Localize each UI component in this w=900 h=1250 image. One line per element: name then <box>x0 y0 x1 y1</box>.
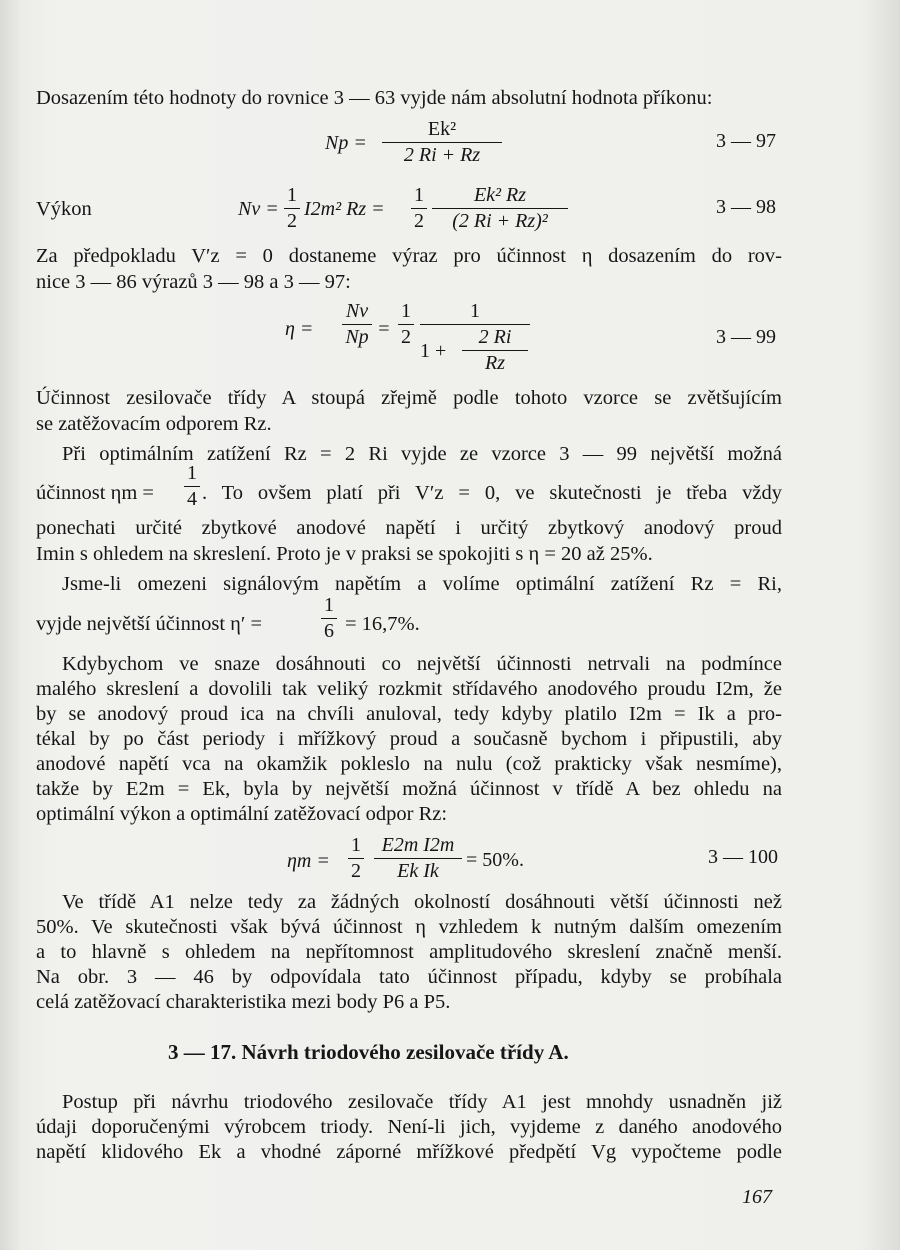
para6-line1: Ve třídě A1 nelze tedy za žádných okolností dosáhnouti větší účinnosti než <box>62 891 782 913</box>
eq99-big-n: 1 <box>420 300 530 325</box>
eq97-denominator: 2 Ri + Rz <box>403 144 481 166</box>
eq98-half <box>284 184 300 233</box>
para7-line2: údaji doporučenými výrobcem triody. Není-li jich, vyjdeme z daného anodového <box>36 1116 782 1138</box>
eq98-half2-n: 1 <box>411 184 427 209</box>
para1-line1: Za předpokladu V′z = 0 dostaneme výraz pro účinnost η dosazením do rov- <box>36 245 782 267</box>
para4-line2b: = 16,7%. <box>345 613 420 635</box>
para3-frac <box>184 462 200 511</box>
eq99-half-n: 1 <box>398 300 414 325</box>
para4-frac-d: 6 <box>324 620 334 642</box>
eq98-number: 3 — 98 <box>716 196 776 218</box>
para3-frac-n: 1 <box>184 462 200 487</box>
eq97-fraction <box>382 118 502 167</box>
section-heading: 3 — 17. Návrh triodového zesilovače třídy A. <box>168 1040 569 1064</box>
eq98-label: Výkon <box>36 198 92 220</box>
para3-line2b: . To ovšem platí při V′z = 0, ve skutečnosti je třeba vždy <box>202 482 782 504</box>
eq99-eq: = <box>377 318 391 340</box>
para1-line2: nice 3 — 86 výrazů 3 — 98 a 3 — 97: <box>36 271 351 293</box>
eq100-lhs: ηm = <box>287 850 330 872</box>
para5-line2: malého skreslení a dovolili tak veliký rozkmit střídavého anodového proudu I2m, že <box>36 678 782 700</box>
eq99-inner-d: Rz <box>485 352 505 374</box>
eq100-rhs: = 50%. <box>466 849 524 871</box>
eq99-lhs: η = <box>285 318 314 340</box>
para3-frac-d: 4 <box>187 488 197 510</box>
eq98-lhs: Nv = <box>238 198 279 220</box>
eq100-number: 3 — 100 <box>708 846 778 868</box>
eq99-big <box>420 300 530 325</box>
para5-line7: optimální výkon a optimální zatěžovací odpor Rz: <box>36 803 448 825</box>
eq98-denominator: (2 Ri + Rz)² <box>452 210 548 232</box>
eq98-fraction <box>432 184 568 233</box>
para7-line1: Postup při návrhu triodového zesilovače třídy A1 jest mnohdy usnadněn již <box>62 1091 782 1113</box>
para7-line3: napětí klidového Ek a vhodné záporné mřížkové předpětí Vg vypočteme podle <box>36 1141 782 1163</box>
para5-line6: takže by E2m = Ek, byla by největší možná účinnost v třídě A bez ohledu na <box>36 778 782 800</box>
eq98-half-d: 2 <box>287 210 297 232</box>
para6-line5: celá zatěžovací charakteristika mezi body P6 a P5. <box>36 991 451 1013</box>
para2-line1: Účinnost zesilovače třídy A stoupá zřejmě podle tohoto vzorce se zvětšujícím <box>36 387 782 409</box>
para6-line4: Na obr. 3 — 46 by odpovídala tato účinnost případu, kdyby se probíhala <box>36 966 782 988</box>
para3-line2a: účinnost ηm = <box>36 482 154 504</box>
para6-line3: a to hlavně s ohledem na nepřítomnost amplitudového skreslení značně menší. <box>36 941 782 963</box>
eq100-numerator: E2m I2m <box>374 834 462 859</box>
para6-line2: 50%. Ve skutečnosti však bývá účinnost η vzhledem k nutným dalším omezením <box>36 916 782 938</box>
eq99-f1 <box>342 300 372 349</box>
eq99-inner-n: 2 Ri <box>462 326 528 351</box>
eq100-denominator: Ek Ik <box>397 860 439 882</box>
eq99-f1-d: Np <box>345 326 369 348</box>
para3-line3: ponechati určité zbytkové anodové napětí i určitý zbytkový anodový proud <box>36 517 782 539</box>
eq98-half2 <box>411 184 427 233</box>
eq100-half-d: 2 <box>351 860 361 882</box>
para2-line2: se zatěžovacím odporem Rz. <box>36 413 272 435</box>
eq97-number: 3 — 97 <box>716 130 776 152</box>
eq98-half-n: 1 <box>284 184 300 209</box>
eq100-half-n: 1 <box>348 834 364 859</box>
para3-line4: Imin s ohledem na skreslení. Proto je v praksi se spokojiti s η = 20 až 25%. <box>36 543 653 565</box>
eq100-fraction <box>374 834 462 883</box>
eq99-one-plus: 1 + <box>420 340 447 362</box>
eq98-half2-d: 2 <box>414 210 424 232</box>
intro-line: Dosazením této hodnoty do rovnice 3 — 63 vyjde nám absolutní hodnota příkonu: <box>36 87 713 109</box>
para5-line4: tékal by po část periody i mřížkový proud a současně bychom i připustili, aby <box>36 728 782 750</box>
eq97-numerator: Ek² <box>382 118 502 143</box>
page-number: 167 <box>742 1186 772 1208</box>
eq100-half <box>348 834 364 883</box>
eq99-number: 3 — 99 <box>716 326 776 348</box>
eq98-mid: I2m² Rz = <box>304 198 385 220</box>
eq99-half-d: 2 <box>401 326 411 348</box>
para5-line5: anodové napětí vca na okamžik pokleslo na nulu (což prakticky však nesmíme), <box>36 753 782 775</box>
para5-line1: Kdybychom ve snaze dosáhnouti co největší účinnosti netrvali na podmínce <box>62 653 782 675</box>
eq99-inner <box>462 326 528 375</box>
eq99-half <box>398 300 414 349</box>
para4-line1: Jsme-li omezeni signálovým napětím a volíme optimální zatížení Rz = Ri, <box>62 573 782 595</box>
para5-line3: by se anodový proud ica na chvíli anuloval, tedy kdyby platilo I2m = Ik a pro- <box>36 703 782 725</box>
para4-frac-n: 1 <box>321 594 337 619</box>
para4-frac <box>321 594 337 643</box>
para4-line2a: vyjde největší účinnost η′ = <box>36 613 263 635</box>
eq97-lhs: Np = <box>325 132 367 154</box>
para3-line1: Při optimálním zatížení Rz = 2 Ri vyjde ze vzorce 3 — 99 největší možná <box>62 443 782 465</box>
eq99-f1-n: Nv <box>342 300 372 325</box>
eq98-numerator: Ek² Rz <box>432 184 568 209</box>
